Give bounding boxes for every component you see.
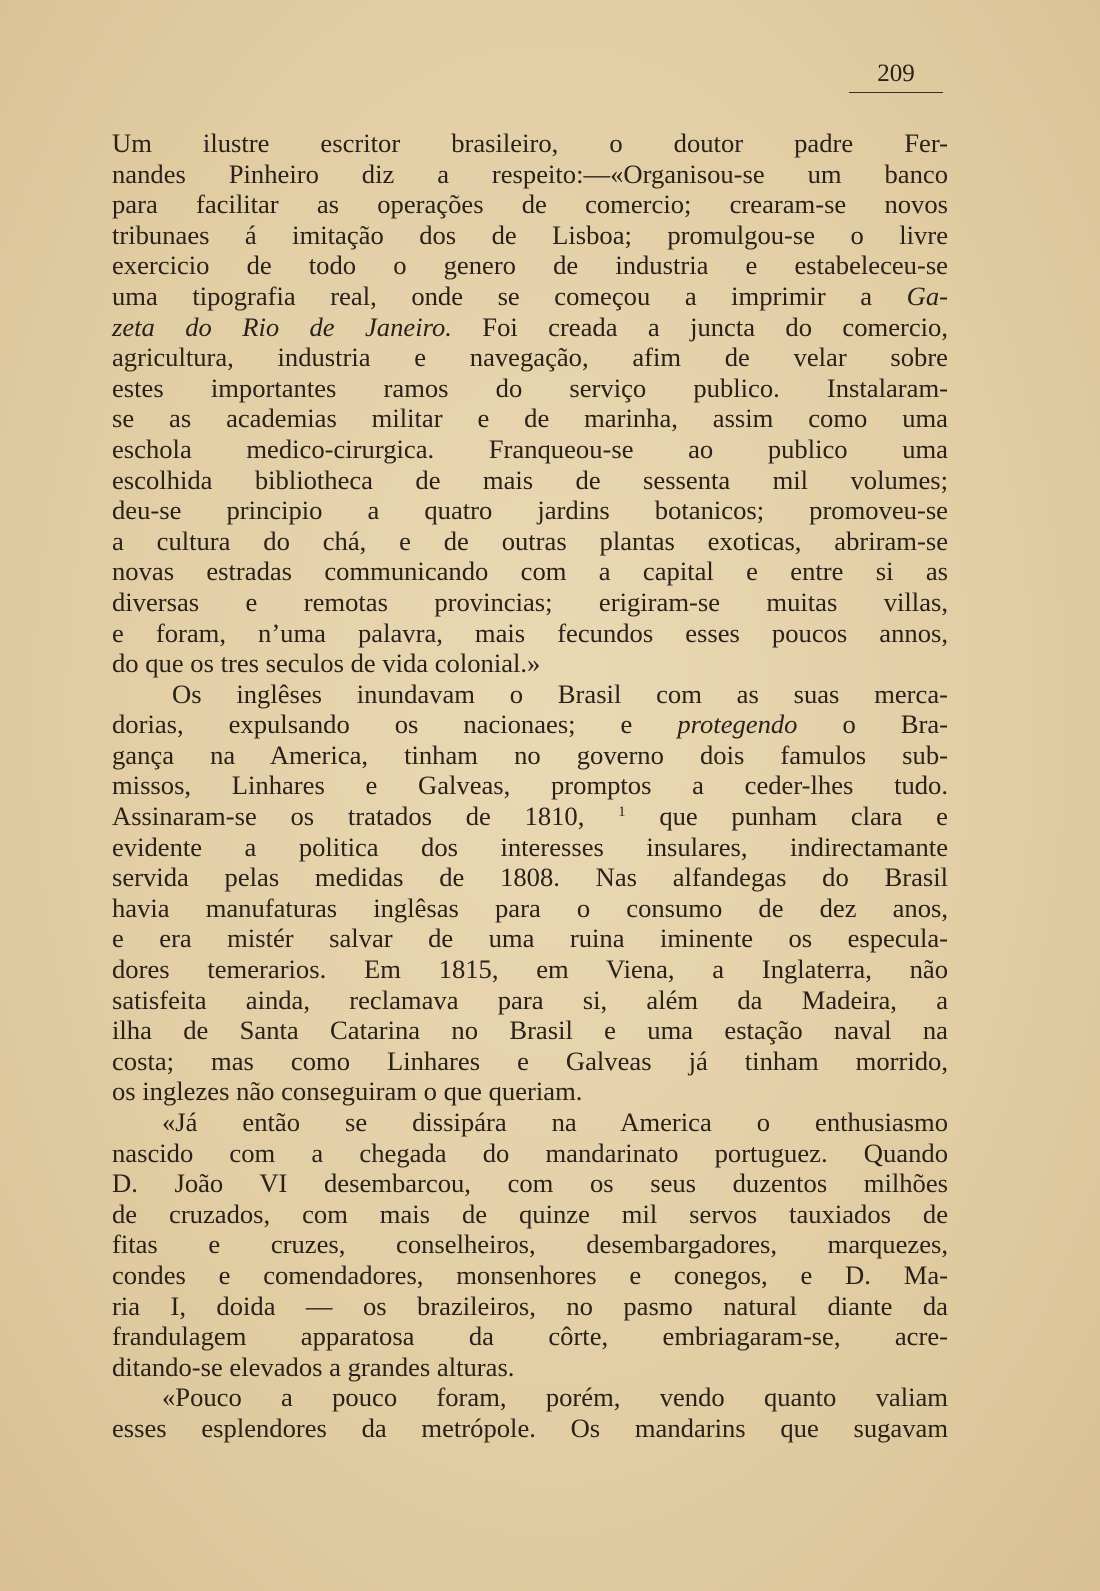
text-line: costa; mas como Linhares e Galveas já tinham morrido,	[112, 1045, 948, 1076]
footnote-marker: 1	[618, 804, 626, 821]
text-line: a cultura do chá, e de outras plantas exoticas, abriram-se	[112, 525, 948, 556]
text-segment: o Bra-	[842, 709, 948, 740]
text-line: eschola medico-cirurgica. Franqueou-se ao publico uma	[112, 433, 948, 464]
italic-text: zeta do Rio de Janeiro.	[112, 311, 452, 342]
text-line: D. João VI desembarcou, com os seus duzentos milhões	[112, 1168, 948, 1199]
text-line: dores temerarios. Em 1815, em Viena, a Inglaterra, não	[112, 954, 948, 985]
text-line: se as academias militar e de marinha, assim como uma	[112, 403, 948, 434]
text-segment: Assinaram-se os tratados de 1810,	[112, 801, 585, 832]
text-line: nascido com a chegada do mandarinato portuguez. Quando	[112, 1137, 948, 1168]
text-line: missos, Linhares e Galveas, promptos a ceder-lhes tudo.	[112, 770, 948, 801]
text-line: tribunaes á imitação dos de Lisboa; promulgou-se o livre	[112, 219, 948, 250]
text-line: ditando-se elevados a grandes alturas.	[112, 1351, 515, 1382]
text-line: «Já então se dissipára na America o enthusiasmo	[162, 1107, 948, 1137]
body-text	[112, 128, 948, 1444]
text-line: diversas e remotas provincias; erigiram-se muitas villas,	[112, 586, 948, 617]
text-segment: Foi creada a juncta do comercio,	[482, 311, 948, 342]
text-line: e foram, n’uma palavra, mais fecundos esses poucos annos,	[112, 617, 948, 648]
text-line: evidente a politica dos interesses insulares, indirectamante	[112, 831, 948, 862]
text-line: do que os tres seculos de vida colonial.»	[112, 648, 541, 679]
text-line: servida pelas medidas de 1808. Nas alfandegas do Brasil	[112, 862, 948, 893]
text-line	[112, 312, 948, 343]
text-line: ilha de Santa Catarina no Brasil e uma estação naval na	[112, 1015, 948, 1046]
text-line: estes importantes ramos do serviço publico. Instalaram-	[112, 372, 948, 403]
text-line: Um ilustre escritor brasileiro, o doutor padre Fer-	[112, 128, 948, 158]
text-line: escolhida bibliotheca de mais de sessenta mil volumes;	[112, 464, 948, 495]
text-line: nandes Pinheiro diz a respeito:—«Organisou-se um banco	[112, 158, 948, 189]
italic-text: Ga-	[906, 280, 948, 311]
text-line: exercicio de todo o genero de industria e estabeleceu-se	[112, 250, 948, 281]
text-segment: que punham clara e	[659, 801, 948, 832]
text-line: condes e comendadores, monsenhores e conegos, e D. Ma-	[112, 1259, 948, 1290]
text-line: gança na America, tinham no governo dois famulos sub-	[112, 739, 948, 770]
text-line	[112, 801, 948, 832]
text-line: havia manufaturas inglêsas para o consumo de dez anos,	[112, 892, 948, 923]
text-line: frandulagem apparatosa da côrte, embriagaram-se, acre-	[112, 1321, 948, 1352]
text-line: Os inglêses inundavam o Brasil com as suas merca-	[172, 678, 948, 709]
text-segment: uma tipografia real, onde se começou a imprimir a	[112, 280, 873, 311]
text-line: fitas e cruzes, conselheiros, desembargadores, marquezes,	[112, 1229, 948, 1260]
text-line	[112, 709, 948, 740]
text-line: e era mistér salvar de uma ruina iminente os especula-	[112, 923, 948, 954]
text-line: satisfeita ainda, reclamava para si, além da Madeira, a	[112, 984, 948, 1015]
text-line: «Pouco a pouco foram, porém, vendo quanto valiam	[162, 1382, 948, 1413]
text-line	[112, 281, 948, 312]
italic-text: protegendo	[677, 709, 798, 740]
text-segment: dorias, expulsando os nacionaes; e	[112, 709, 633, 740]
page-number: 209	[849, 58, 943, 93]
text-line: deu-se principio a quatro jardins botanicos; promoveu-se	[112, 495, 948, 526]
text-line: esses esplendores da metrópole. Os mandarins que sugavam	[112, 1412, 948, 1443]
text-line: agricultura, industria e navegação, afim de velar sobre	[112, 342, 948, 373]
text-line: novas estradas communicando com a capital e entre si as	[112, 556, 948, 587]
text-line: de cruzados, com mais de quinze mil servos tauxiados de	[112, 1198, 948, 1229]
text-line: para facilitar as operações de comercio; crearam-se novos	[112, 189, 948, 220]
text-line: ria I, doida — os brazileiros, no pasmo natural diante da	[112, 1290, 948, 1321]
text-line: os inglezes não conseguiram o que queriam.	[112, 1076, 583, 1107]
